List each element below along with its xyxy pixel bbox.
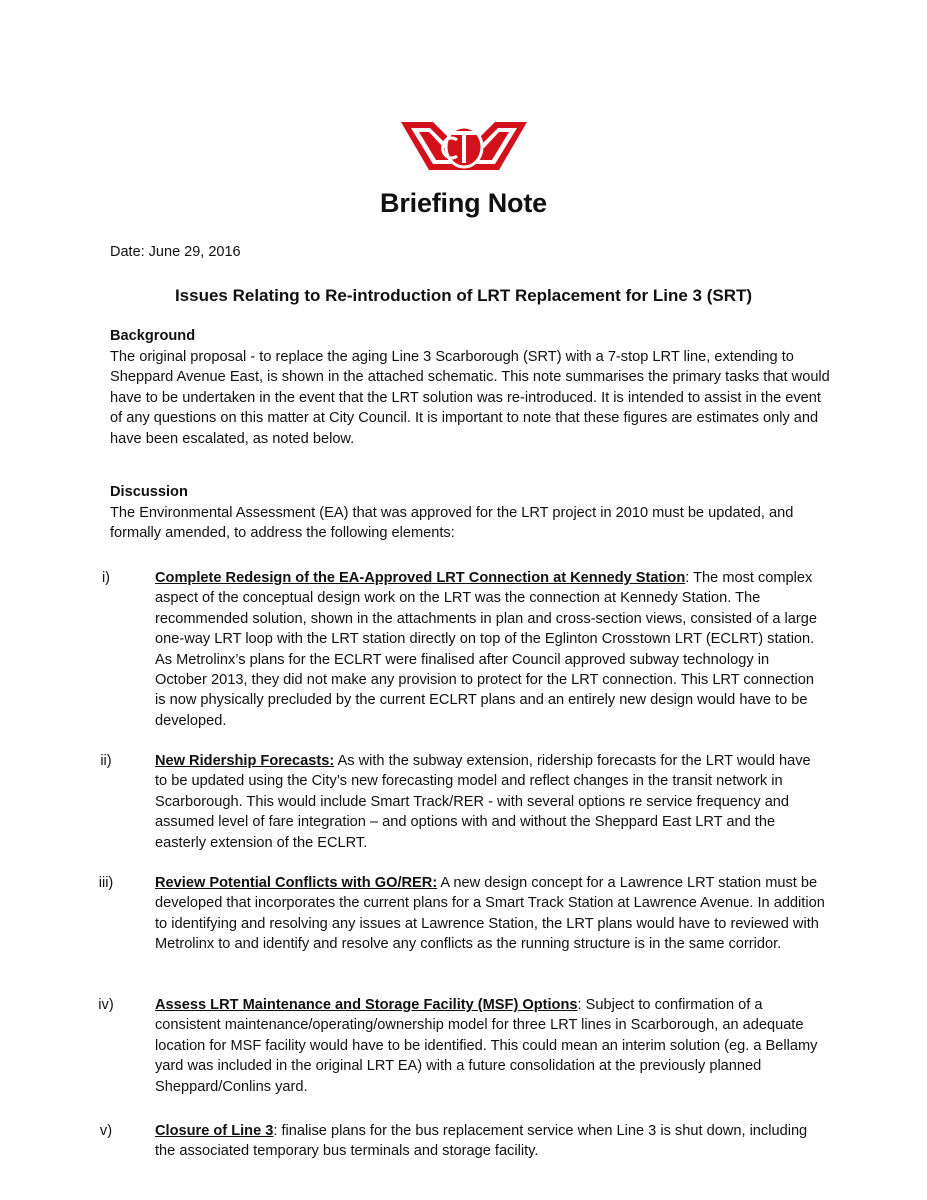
list-item-heading: Assess LRT Maintenance and Storage Facility (MSF) Options xyxy=(155,997,578,1013)
ttc-logo xyxy=(399,120,529,172)
list-item xyxy=(80,873,830,955)
list-item-heading: Review Potential Conflicts with GO/RER: xyxy=(155,875,438,891)
note-date: Date: June 29, 2016 xyxy=(110,244,241,260)
list-item-body xyxy=(155,751,825,853)
list-item-body xyxy=(155,995,825,1097)
discussion-text: The Environmental Assessment (EA) that was approved for the LRT project in 2010 must be updated, and formally amended, to address the following elements: xyxy=(110,504,794,542)
list-item-heading: New Ridership Forecasts: xyxy=(155,753,335,769)
list-item xyxy=(80,995,830,1097)
list-item xyxy=(80,1121,830,1162)
page-title: Briefing Note xyxy=(380,188,547,218)
background-heading: Background xyxy=(110,328,196,344)
list-item-body xyxy=(155,1121,825,1162)
list-item-heading: Complete Redesign of the EA-Approved LRT Connection at Kennedy Station xyxy=(155,570,686,586)
discussion-section xyxy=(110,482,830,544)
list-item-text: : finalise plans for the bus replacement service when Line 3 is shut down, including the associated temporary bus terminals and storage facility. xyxy=(155,1123,808,1160)
list-item-body xyxy=(155,873,825,955)
list-item-heading: Closure of Line 3 xyxy=(155,1123,274,1139)
list-item-number: i) xyxy=(101,570,111,586)
list-item-body xyxy=(155,568,825,731)
list-item-text: A new design concept for a Lawrence LRT station must be developed that incorporates the current plans for a Smart Track Station at Lawrence Avenue. In addition to identifying and resolving any issues at Lawrence Station, the LRT plans would have to reviewed with Metrolinx to and identify and resolve any conflicts as the running structure is in the same corridor. xyxy=(155,875,825,953)
list-item-number: ii) xyxy=(100,753,112,769)
note-subject: Issues Relating to Re-introduction of LRT Replacement for Line 3 (SRT) xyxy=(174,286,753,305)
background-text: The original proposal - to replace the aging Line 3 Scarborough (SRT) with a 7-stop LRT line, extending to Sheppard Avenue East, is shown in the attached schematic. This note summarises the primary tasks that would have to be undertaken in the event that the LRT solution was re-introduced. It is intended to assist in the event of any questions on this matter at City Council. It is important to note that these figures are estimates only and have been escalated, as noted below. xyxy=(110,348,830,447)
list-item-text: : Subject to confirmation of a consistent maintenance/operating/ownership model for three LRT lines in Scarborough, an adequate location for MSF facility would have to be identified. This could mean an interim solution (eg. a Bellamy yard was included in the original LRT EA) with a future consolidation at the previously planned Sheppard/Conlins yard. xyxy=(155,997,818,1095)
list-item-number: v) xyxy=(99,1123,113,1139)
list-item xyxy=(80,568,830,731)
list-item-text: : The most complex aspect of the conceptual design work on the LRT was the connection at Kennedy Station. The recommended solution, shown in the attachments in plan and cross-section views, consisted of a large one-way LRT loop with the LRT station directly on top of the Eglinton Crosstown LRT (ECLRT) station. As Metrolinx’s plans for the ECLRT were finalised after Council approved subway technology in October 2013, they did not make any provision to protect for the LRT connection. This LRT connection is now physically precluded by the current ECLRT plans and an entirely new design would have to be developed. xyxy=(155,570,817,729)
list-item-number: iii) xyxy=(98,875,114,891)
list-item-number: iv) xyxy=(98,997,114,1013)
list-item xyxy=(80,751,830,853)
list-item-text: As with the subway extension, ridership forecasts for the LRT would have to be updated using the City’s new forecasting model and reflect changes in the transit network in Scarborough. This would include Smart Track/RER - with several options re service frequency and assumed level of fare integration – and options with and without the Sheppard East LRT and the easterly extension of the ECLRT. xyxy=(155,753,811,851)
background-section xyxy=(110,326,830,450)
discussion-heading: Discussion xyxy=(110,484,188,500)
